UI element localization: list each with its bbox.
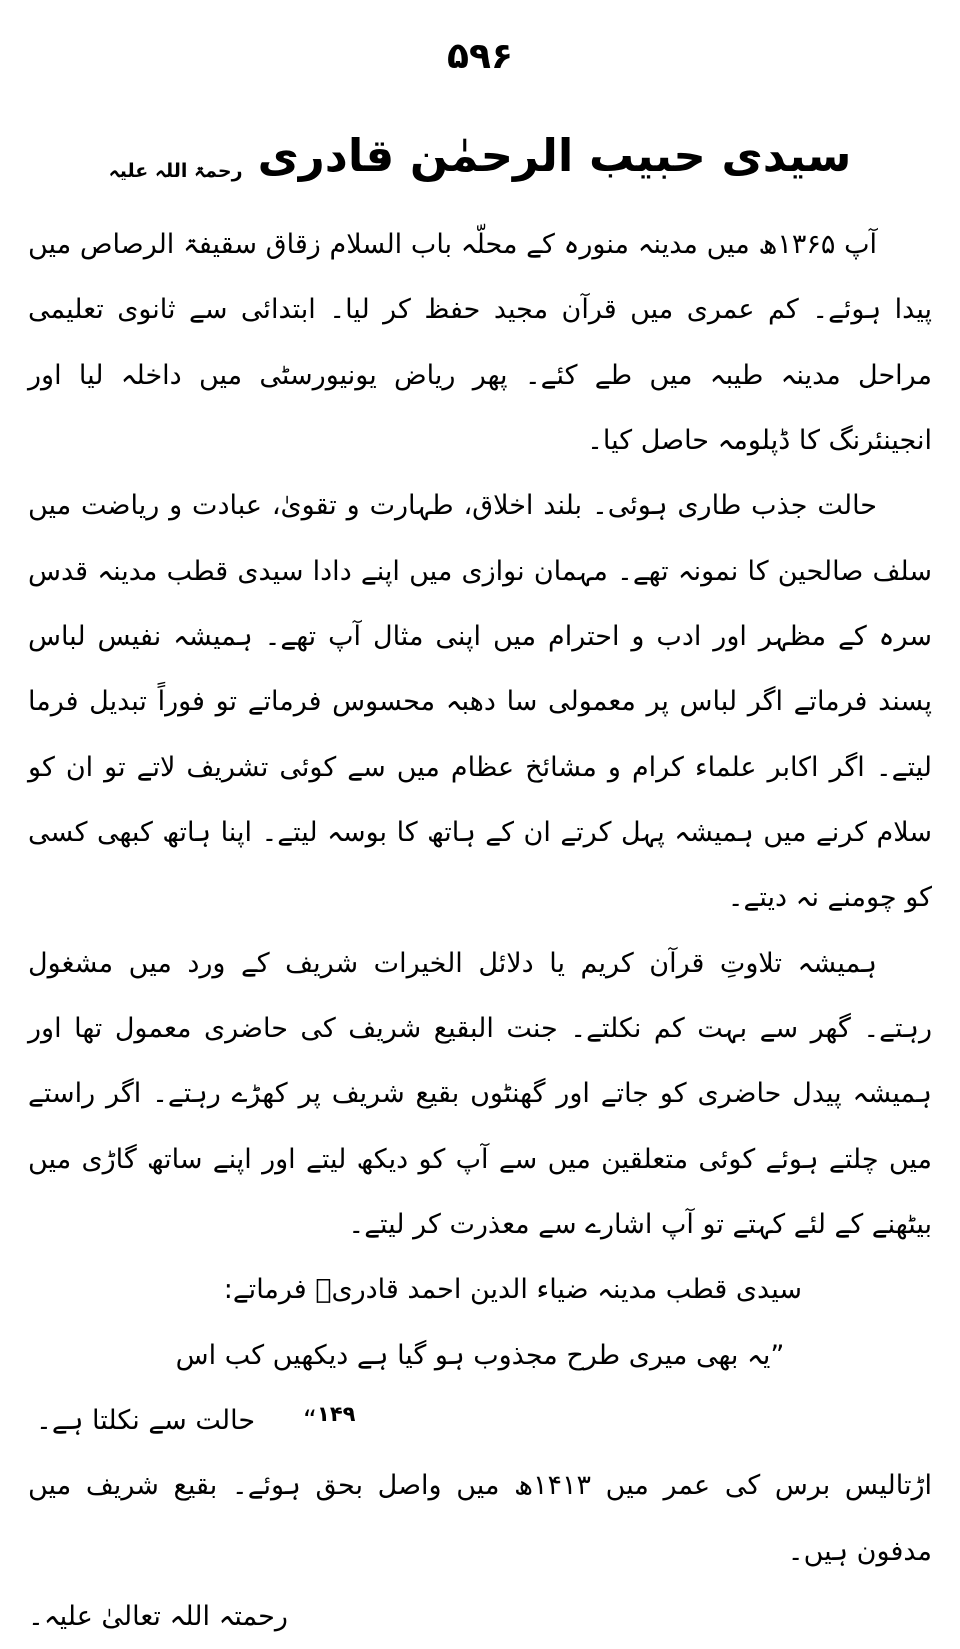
footnote-reference-number: ۱۴۹ <box>317 1401 356 1426</box>
paragraph-quote-intro: سیدی قطب مدینہ ضیاء الدین احمد قادریؒ فرماتے: <box>223 1274 802 1306</box>
closing-benediction: رحمتہ اللہ تعالیٰ علیہ۔ <box>28 1600 288 1632</box>
quote-line-2 <box>28 1388 932 1453</box>
blockquote <box>28 1323 932 1454</box>
quote-line-2-text: حالت سے نکلتا ہے۔ <box>36 1404 256 1436</box>
paragraph-demise: اڑتالیس برس کی عمر میں ۱۴۱۳ھ میں واصل بحق ہوئے۔ بقیع شریف میں مدفون ہیں۔ <box>28 1470 933 1567</box>
paragraph-birth-education: آپ ۱۳۶۵ھ میں مدینہ منورہ کے محلّہ باب السلام زقاق سقیفۃ الرصاص میں پیدا ہوئے۔ کم عمری میں قرآن مجید حفظ کر لیا۔ ابتدائی سے ثانوی تعلیمی مراحل مدینہ طیبہ میں طے کئے۔ پھر ریاض یونیورسٹی میں داخلہ لیا اور انجینئرنگ کا ڈپلومہ حاصل کیا۔ <box>28 229 932 456</box>
paragraph-character: حالت جذب طاری ہوئی۔ بلند اخلاق، طہارت و تقویٰ، عبادت و ریاضت میں سلف صالحین کا نمونہ تھے۔ مہمان نوازی میں اپنے دادا سیدی قطب مدینہ قدس سرہ کے مظہر اور ادب و احترام میں اپنی مثال آپ تھے۔ ہمیشہ نفیس لباس پسند فرماتے اگر لباس پر معمولی سا دھبہ محسوس فرماتے تو فوراً تبدیل فرما لیتے۔ اگر اکابر علماء کرام و مشائخ عظام میں سے کوئی تشریف لاتے تو ان کو سلام کرنے میں ہمیشہ پہل کرتے ان کے ہاتھ کا بوسہ لیتے۔ اپنا ہاتھ کبھی کسی کو چومنے نہ دیتے۔ <box>28 490 932 914</box>
closing-quote-mark: “ <box>303 1404 318 1436</box>
page-number: ۵۹۶ <box>447 36 513 77</box>
quote-line-1: ”یہ بھی میری طرح مجذوب ہو گیا ہے دیکھیں کب اس <box>175 1339 785 1371</box>
paragraph-devotions: ہمیشہ تلاوتِ قرآن کریم یا دلائل الخیرات شریف کے ورد میں مشغول رہتے۔ گھر سے بہت کم نکلتے۔ جنت البقیع شریف کی حاضری معمول تھا اور ہمیشہ پیدل حاضری کو جاتے اور گھنٹوں بقیع شریف پر کھڑے رہتے۔ اگر راستے میں چلتے ہوئے کوئی متعلقین میں سے آپ کو دیکھ لیتے اور اپنے ساتھ گاڑی میں بیٹھنے کے لئے کہتے تو آپ اشارے سے معذرت کر لیتے۔ <box>28 947 932 1240</box>
entry-title: سیدی حبیب الرحمٰن قادری <box>257 129 852 182</box>
entry-title-row <box>28 129 932 182</box>
entry-title-honorific: رحمۃ اللہ علیہ <box>108 160 243 182</box>
entry-body <box>28 212 932 1649</box>
